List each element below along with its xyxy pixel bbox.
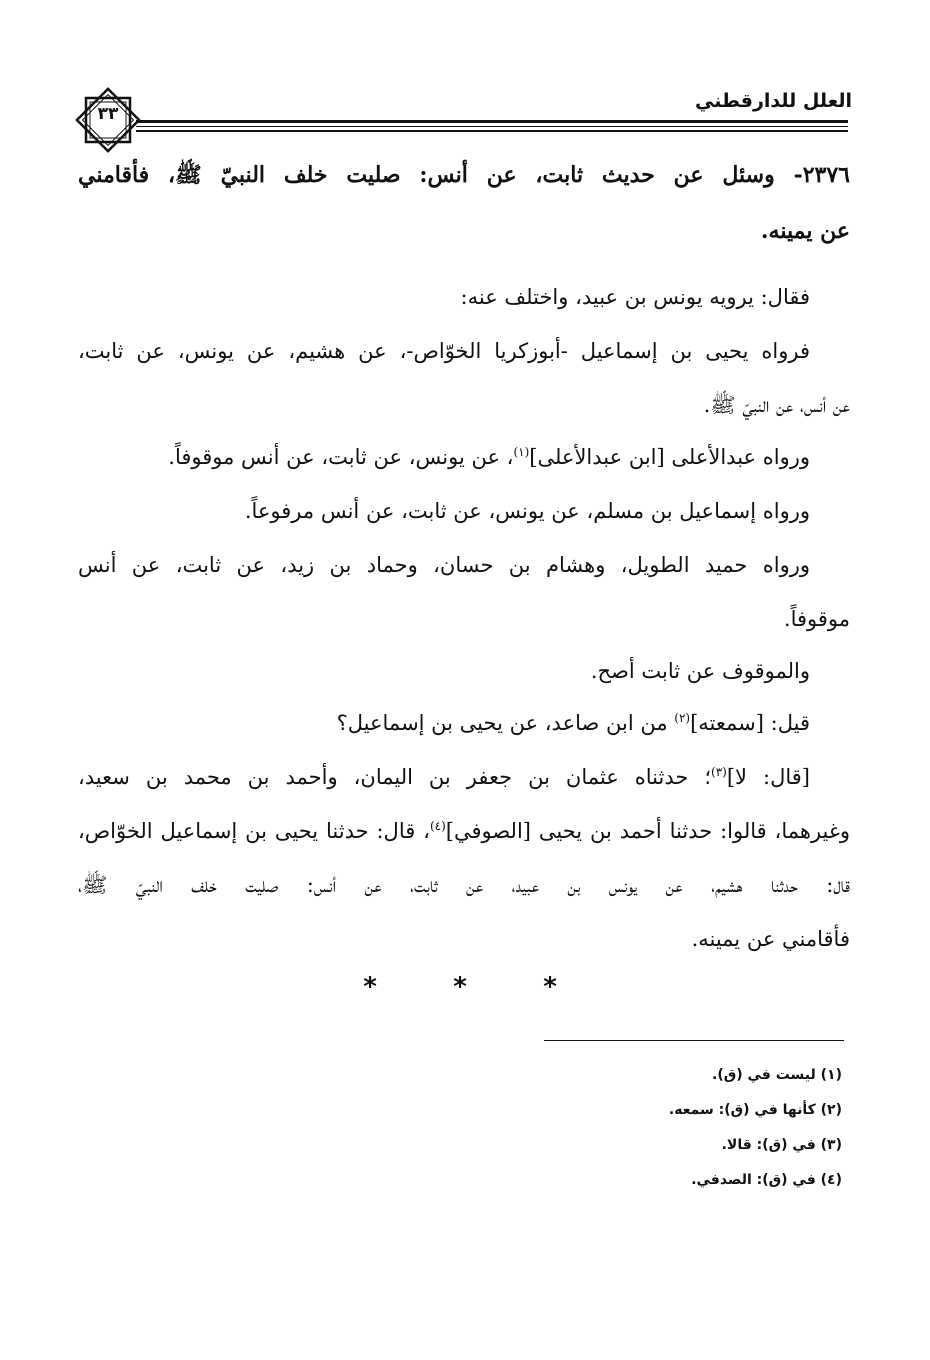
paragraph-continued: موقوفاً. [783,607,850,631]
paragraph-continued [78,816,850,846]
text-run: من ابن صاعد، عن يحيى بن إسماعيل؟ [336,711,675,735]
paragraph-continued: عن أنس، عن النبيّ ﷺ. [703,393,850,417]
footnote: (٣) في (ق): قالا. [721,1137,842,1153]
header-rule [136,120,848,123]
section-separator [360,972,560,1002]
footnotes [669,1058,842,1198]
paragraph: فرواه يحيى بن إسماعيل -أبوزكريا الخوّاص-، عن هشيم، عن يونس، عن ثابت، [78,339,810,363]
page-number: ٣٣ [97,104,119,124]
paragraph-continued: فأقامني عن يمينه. [691,927,850,951]
paragraph: فقال: يرويه يونس بن عبيد، واختلف عنه: [460,285,810,309]
footnote-ref: (٤) [429,819,446,833]
paragraph [337,708,810,738]
text-run: ؛ حدثناه عثمان بن جعفر بن اليمان، وأحمد بن محمد بن سعيد، [78,765,712,789]
text-run: ، عن يونس، عن ثابت، عن أنس موقوفاً. [168,445,514,469]
text-run: وغيرهما، قالوا: حدثنا أحمد بن يحيى [الصوفي] [445,819,850,843]
asterisk: * [363,972,377,1002]
footnote-ref: (٣) [711,765,727,779]
paragraph: ورواه إسماعيل بن مسلم، عن يونس، عن ثابت، عن أنس مرفوعاً. [244,499,810,523]
text-run: ورواه عبدالأعلى [ابن عبدالأعلى] [529,445,810,469]
header-rule [136,130,848,132]
paragraph-continued: قال: حدثنا هشيم، عن يونس بن عبيد، عن ثابت، عن أنس: صليت خلف النبيّ ﷺ، [78,873,850,897]
paragraph: والموقوف عن ثابت أصح. [590,659,810,683]
text-run: قيل: [سمعته] [690,711,810,735]
footnote-ref: (١) [513,445,530,459]
running-title: العلل للدارقطني [695,90,852,112]
text-run: ، قال: حدثنا يحيى بن إسماعيل الخوّاص، [78,819,430,843]
paragraph [78,762,810,792]
header-rule [136,126,848,127]
footnote: (٢) كأنها في (ق): سمعه. [668,1102,842,1118]
footnote: (١) ليست في (ق). [712,1067,842,1083]
footnote: (٤) في (ق): الصدفي. [691,1172,842,1188]
entry-heading-continued: عن يمينه. [760,218,850,244]
footnote-rule [544,1040,844,1041]
text-run: [قال: لا] [726,765,810,789]
asterisk: * [543,972,557,1002]
footnote-ref: (٢) [674,711,691,725]
paragraph: ورواه حميد الطويل، وهشام بن حسان، وحماد بن زيد، عن ثابت، عن أنس [78,553,810,577]
asterisk: * [453,972,467,1002]
paragraph [168,442,810,472]
entry-heading: ٢٣٧٦- وسئل عن حديث ثابت، عن أنس: صليت خلف النبيّ ﷺ، فأقامني [78,162,850,188]
